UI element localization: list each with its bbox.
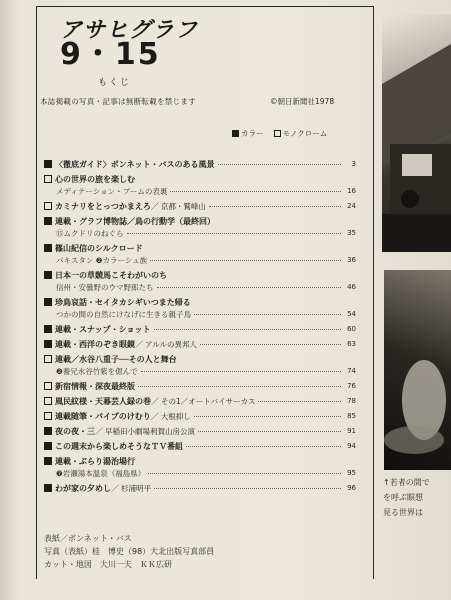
toc-title: 珍鳥哀話・セイタカシギいつまた帰る <box>55 297 191 307</box>
toc-page-number: 54 <box>347 310 356 318</box>
dot-leader <box>154 488 341 489</box>
toc-subtitle: 信州・安曇野のウマ野郎たち <box>56 282 154 292</box>
toc-title-line <box>44 440 356 452</box>
credit-line: カット・地図 大川一夫 ＫＫ広研 <box>44 560 172 569</box>
dot-leader <box>200 344 341 345</box>
copyright-notice: ©朝日新聞社1978 <box>270 97 335 106</box>
dot-leader <box>157 287 342 288</box>
photo-caption <box>383 475 451 520</box>
table-of-contents <box>44 158 356 497</box>
toc-title-line <box>44 173 356 185</box>
open-square-icon <box>44 202 52 210</box>
dot-leader <box>141 371 341 372</box>
photo-meditation <box>384 270 451 470</box>
toc-title: カミナリをとっつかまえろ <box>55 201 151 211</box>
dot-leader <box>138 386 341 387</box>
toc-entry <box>44 200 356 212</box>
toc-entry <box>44 269 356 293</box>
toc-title-line <box>44 395 356 407</box>
toc-subtitle: メディテーション・ブームの表裏 <box>56 186 168 196</box>
toc-subtitle-line <box>44 308 356 320</box>
toc-title-line <box>44 296 356 308</box>
credits <box>44 532 214 571</box>
toc-page-number: 46 <box>347 283 356 291</box>
toc-subtitle-line <box>44 365 356 377</box>
toc-subtitle: その1／オートバイサーカス <box>161 396 256 406</box>
toc-title-line <box>44 158 356 170</box>
open-square-icon <box>44 355 52 363</box>
toc-title-line <box>44 410 356 422</box>
toc-page-number: 78 <box>347 397 356 405</box>
toc-subtitle-line <box>44 185 356 197</box>
toc-subtitle: ❷養兄水谷竹紫を偲んで <box>56 366 138 376</box>
photo-bus-village <box>382 14 451 252</box>
toc-title: 新宿情報・深夜最終版 <box>55 381 135 391</box>
toc-subtitle: アルルの異邦人 <box>145 339 198 349</box>
toc-title: 篠山紀信のシルクロード <box>55 243 143 253</box>
dot-leader <box>209 206 341 207</box>
dot-leader <box>127 233 342 234</box>
filled-square-icon <box>44 484 52 492</box>
toc-title: 心の世界の旅を楽しむ <box>55 174 135 184</box>
toc-title: 連載／水谷八重子──その人と舞台 <box>55 354 177 364</box>
open-square-icon <box>44 412 52 420</box>
toc-title-line <box>44 269 356 281</box>
credit-line: 表紙／ボンネット・バス <box>44 534 132 543</box>
toc-entry <box>44 158 356 170</box>
toc-title-line <box>44 323 356 335</box>
separator-slash: ／ <box>111 483 119 493</box>
toc-subtitle-line <box>44 281 356 293</box>
toc-page-number: 36 <box>347 256 356 264</box>
caption-line: ↑若者の間で <box>383 478 430 487</box>
toc-title: 日本一の草競馬こそわがいのち <box>55 270 167 280</box>
legend-mono-label: モノクローム <box>282 129 328 138</box>
open-square-icon <box>44 175 52 183</box>
filled-square-icon <box>44 271 52 279</box>
open-square-icon <box>44 397 52 405</box>
toc-page-number: 74 <box>347 367 356 375</box>
toc-title: 連載・スナップ・ショット <box>55 324 151 334</box>
toc-entry <box>44 353 356 377</box>
caption-line: 見る世界は <box>383 508 423 517</box>
dot-leader <box>194 416 341 417</box>
toc-entry <box>44 380 356 392</box>
toc-title: 連載随筆・パイプのけむり <box>55 411 151 421</box>
toc-page-number: 91 <box>347 427 356 435</box>
separator-slash: ／ <box>151 396 159 406</box>
toc-entry <box>44 482 356 494</box>
legend-color-label: カラー <box>241 129 264 138</box>
toc-subtitle: 京都・鷲峰山 <box>160 201 206 211</box>
dot-leader <box>198 431 341 432</box>
filled-square-icon <box>44 244 52 252</box>
toc-title-line <box>44 338 356 350</box>
separator-slash: ／ <box>150 201 159 211</box>
toc-subtitle: 早稲田小劇場利賀山房公演 <box>105 426 195 436</box>
legend-color <box>232 128 264 139</box>
toc-title-line <box>44 215 356 227</box>
toc-title-line <box>44 482 356 494</box>
toc-subtitle-line <box>44 254 356 266</box>
photo-meditation-art <box>384 270 451 470</box>
open-square-icon <box>44 382 52 390</box>
open-square-icon <box>274 130 281 137</box>
toc-page-number: 76 <box>347 382 356 390</box>
toc-entry <box>44 323 356 335</box>
toc-entry <box>44 296 356 320</box>
contents-label: もくじ <box>98 78 132 88</box>
separator-slash: ／ <box>135 339 143 349</box>
dot-leader <box>170 191 341 192</box>
toc-page-number: 16 <box>347 187 356 195</box>
toc-entry <box>44 173 356 197</box>
credit-line: 写真（表紙）桂 博史（98）大北出版写真部員 <box>44 547 215 556</box>
dot-leader <box>194 314 341 315</box>
toc-entry <box>44 338 356 350</box>
dot-leader <box>150 260 341 261</box>
toc-entry <box>44 410 356 422</box>
toc-entry <box>44 440 356 452</box>
toc-title: 連載・西洋のぞき眼鏡 <box>55 339 135 349</box>
filled-square-icon <box>44 217 52 225</box>
toc-page-number: 94 <box>347 442 356 450</box>
dot-leader <box>154 329 341 330</box>
toc-subtitle: 大根抑し <box>160 411 191 421</box>
toc-page-number: 24 <box>347 202 356 210</box>
toc-page-number: 63 <box>347 340 356 348</box>
dot-leader <box>218 164 341 165</box>
toc-title: わが家の夕めし <box>55 483 111 493</box>
toc-entry <box>44 215 356 239</box>
legend-mono <box>274 128 328 139</box>
toc-page-number: 60 <box>347 325 356 333</box>
photo-bus-village-art <box>382 14 451 252</box>
toc-title: 風民紋様・天幕芸人録の巻 <box>55 396 151 406</box>
issue-date: 9・15 <box>60 37 161 72</box>
toc-entry <box>44 395 356 407</box>
toc-subtitle-line <box>44 227 356 239</box>
toc-title-line <box>44 353 356 365</box>
filled-square-icon <box>44 427 52 435</box>
toc-title-line <box>44 455 356 467</box>
filled-square-icon <box>44 457 52 465</box>
toc-title-line <box>44 425 356 437</box>
filled-square-icon <box>44 442 52 450</box>
toc-title-line <box>44 200 356 212</box>
toc-subtitle-line <box>44 467 356 479</box>
reprint-notice: 本誌掲載の写真・記事は無断転載を禁じます <box>40 97 196 106</box>
toc-page-number: 85 <box>347 412 356 420</box>
dot-leader <box>148 473 341 474</box>
toc-title: 連載・グラフ博物誌／鳥の行動学（最終回） <box>55 216 215 226</box>
toc-page-number: 95 <box>347 469 356 477</box>
separator-slash: ／ <box>95 426 103 436</box>
filled-square-icon <box>44 340 52 348</box>
toc-title: 連載・ぶらり湯治場行 <box>55 456 135 466</box>
filled-square-icon <box>232 130 239 137</box>
dot-leader <box>186 446 341 447</box>
dot-leader <box>258 401 341 402</box>
toc-title-line <box>44 242 356 254</box>
toc-page-number: 3 <box>351 160 356 168</box>
filled-square-icon <box>44 298 52 306</box>
toc-subtitle: パキスタン ❷カラーシュ族 <box>56 255 148 265</box>
toc-page-number: 96 <box>347 484 356 492</box>
color-legend <box>232 128 327 139</box>
toc-title: 〈徹底ガイド〉ボンネット・バスのある風景 <box>55 159 215 169</box>
toc-subtitle: 杉浦明平 <box>121 483 151 493</box>
toc-page-number: 35 <box>347 229 356 237</box>
toc-subtitle: つかの間の自然にけなげに生きる親子鳥 <box>56 309 191 319</box>
caption-line: を呼ぶ瞑想 <box>383 493 423 502</box>
toc-title-line <box>44 380 356 392</box>
filled-square-icon <box>44 160 52 168</box>
magazine-title: アサヒグラフ <box>60 18 199 43</box>
toc-entry <box>44 455 356 479</box>
toc-subtitle: ⑮ムクドリのねぐら <box>56 228 124 238</box>
toc-title: 夜の夜・三 <box>55 426 95 436</box>
toc-title: この週末から楽しめそうなＴＶ番組 <box>55 441 183 451</box>
toc-entry <box>44 425 356 437</box>
separator-slash: ／ <box>150 411 159 421</box>
toc-entry <box>44 242 356 266</box>
toc-subtitle: ❼岩瀬湯本温泉（福島県） <box>56 468 146 478</box>
filled-square-icon <box>44 325 52 333</box>
